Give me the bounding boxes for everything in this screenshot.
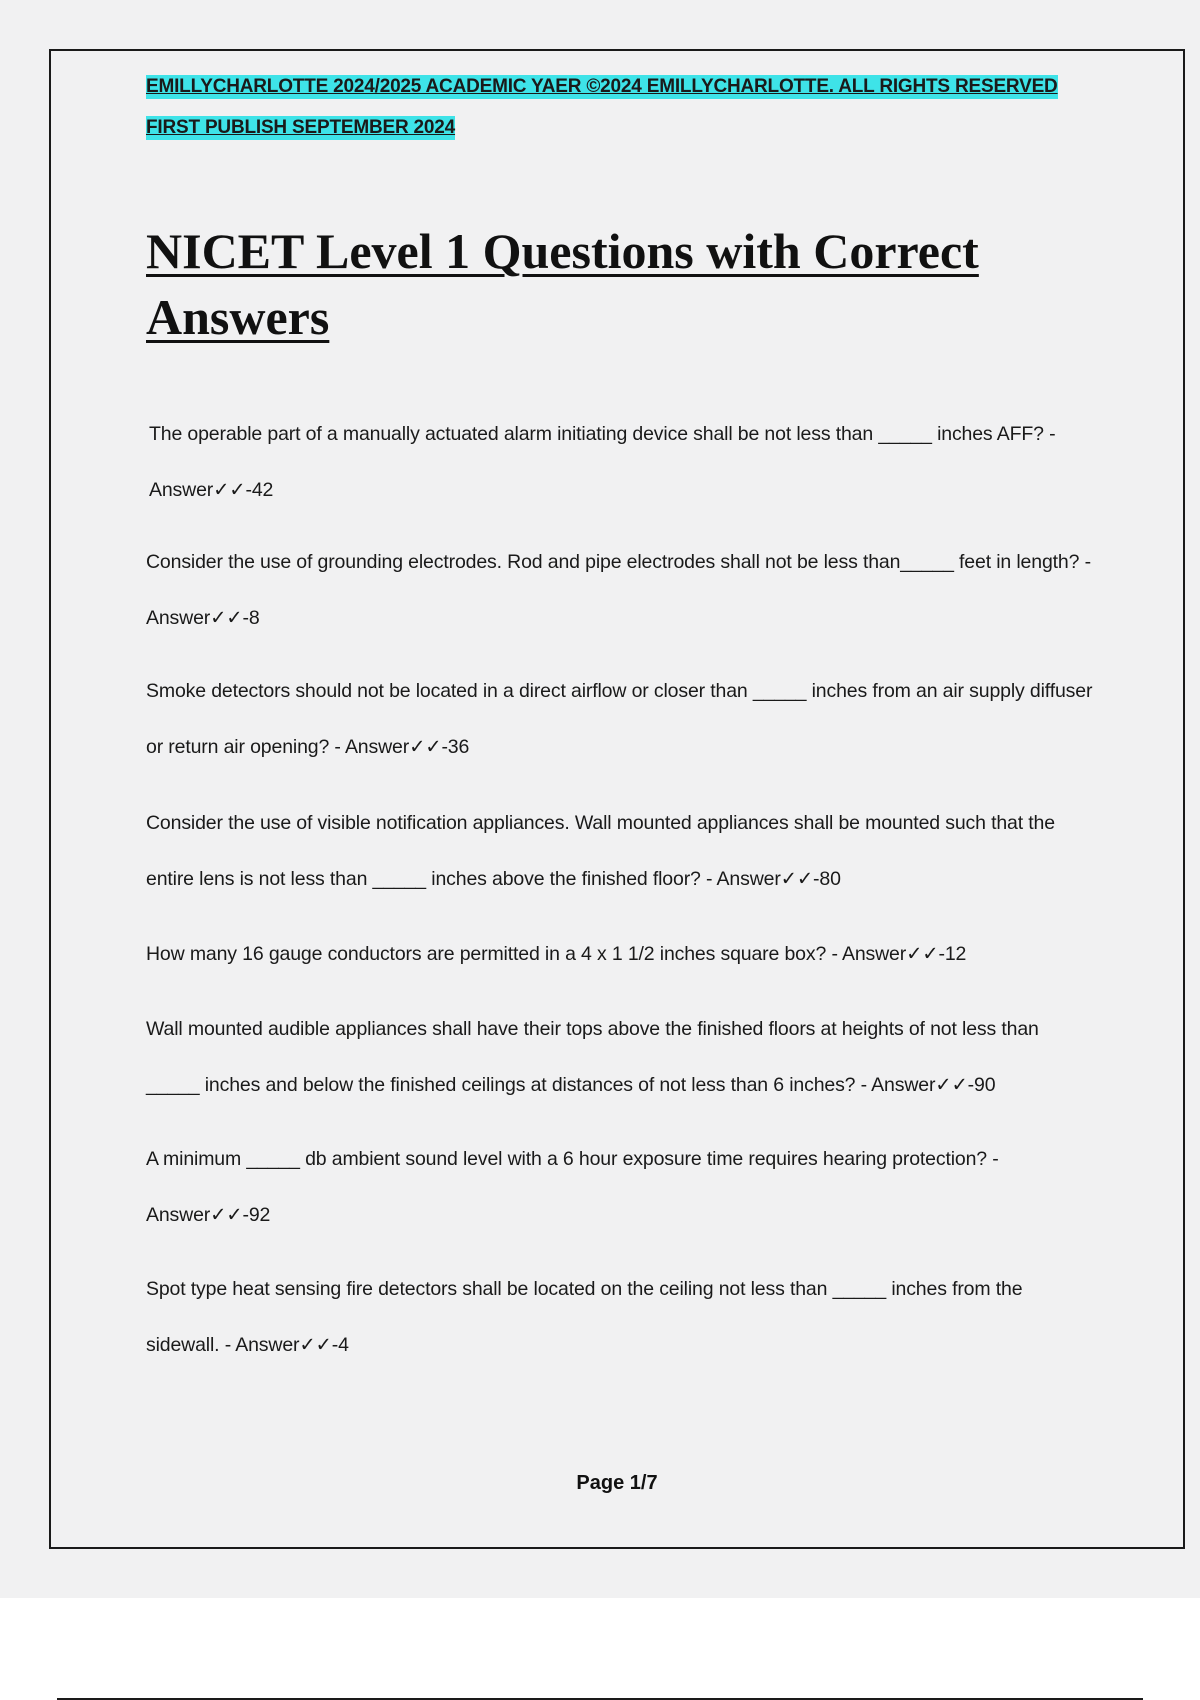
question-answer-item: Spot type heat sensing fire detectors shall be located on the ceiling not less than _____ inches from the sidewall. - Answer✓✓-4 — [146, 1278, 1023, 1356]
publish-date-header: FIRST PUBLISH SEPTEMBER 2024 — [146, 117, 456, 138]
copyright-header: EMILLYCHARLOTTE 2024/2025 ACADEMIC YAER ©2024 EMILLYCHARLOTTE. ALL RIGHTS RESERVED — [146, 76, 1058, 97]
question-answer-item: A minimum _____ db ambient sound level with a 6 hour exposure time requires hearing protection? - Answer✓✓-92 — [146, 1148, 999, 1226]
document-title-text: NICET Level 1 Questions with Correct Answers — [146, 223, 979, 345]
question-answer-item: Smoke detectors should not be located in a direct airflow or closer than _____ inches from an air supply diffuser or return air opening? - Answer✓✓-36 — [146, 680, 1093, 758]
question-answer-item: How many 16 gauge conductors are permitted in a 4 x 1 1/2 inches square box? - Answer✓✓-12 — [146, 943, 967, 965]
next-page-area — [0, 1598, 1200, 1700]
question-answer-item: Wall mounted audible appliances shall have their tops above the finished floors at heights of not less than _____ inches and below the finished ceilings at distances of not less than 6 inches? - Answer✓✓-90 — [146, 1018, 1039, 1096]
page-number: Page 1/7 — [576, 1472, 658, 1494]
document-title — [146, 218, 1106, 350]
question-answer-item: Consider the use of grounding electrodes. Rod and pipe electrodes shall not be less than_____ feet in length? - Answer✓✓-8 — [146, 551, 1091, 629]
question-answer-item: Consider the use of visible notification appliances. Wall mounted appliances shall be mounted such that the entire lens is not less than _____ inches above the finished floor? - Answer✓✓-80 — [146, 812, 1055, 890]
question-answer-item: The operable part of a manually actuated alarm initiating device shall be not less than _____ inches AFF? - Answer✓✓-42 — [149, 423, 1056, 501]
